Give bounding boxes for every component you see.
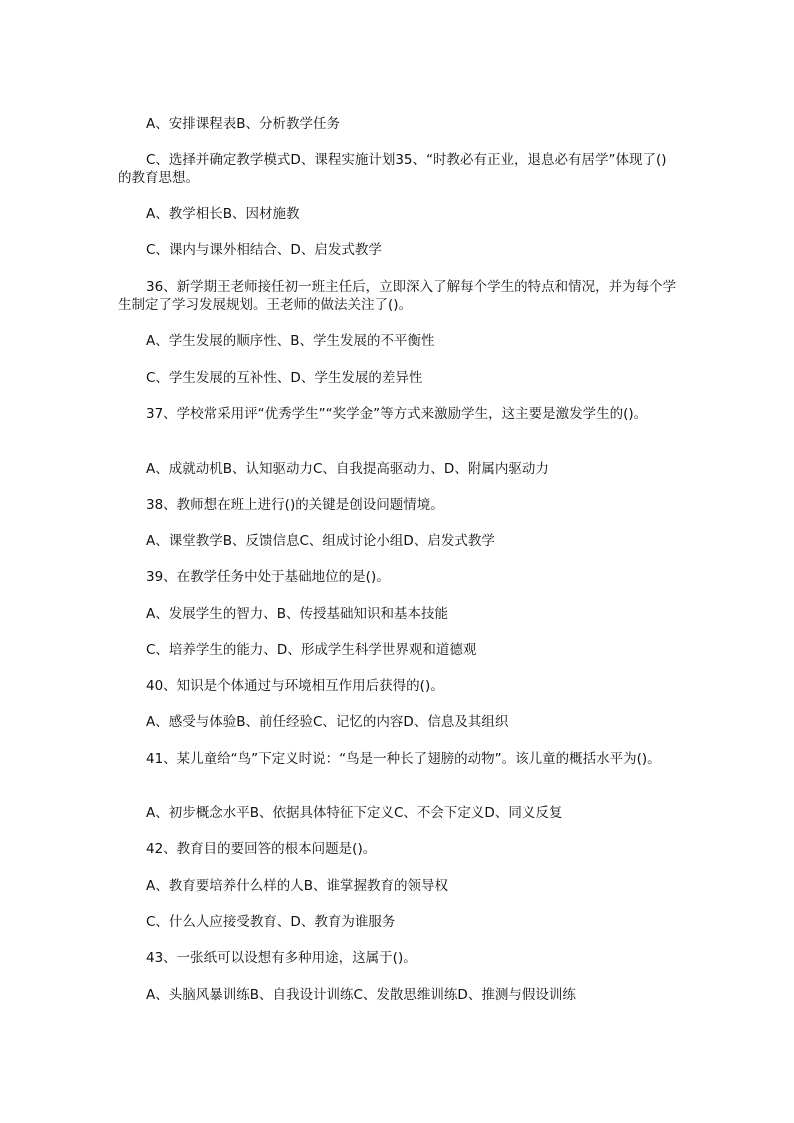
option-line: A、课堂教学B、反馈信息C、组成讨论小组D、启发式教学 (146, 533, 495, 549)
question-text: 40、知识是个体通过与环境相互作用后获得的()。 (146, 678, 444, 694)
question-text: 41、某儿童给“鸟”下定义时说：“鸟是一种长了翅膀的动物”。该儿童的概括水平为()。 (146, 751, 661, 767)
question-text: 38、教师想在班上进行()的关键是创设问题情境。 (146, 497, 444, 513)
option-line: C、培养学生的能力、D、形成学生科学世界观和道德观 (146, 642, 477, 658)
option-line: A、成就动机B、认知驱动力C、自我提高驱动力、D、附属内驱动力 (146, 461, 549, 477)
option-line: C、学生发展的互补性、D、学生发展的差异性 (146, 370, 423, 386)
question-text: 42、教育目的要回答的根本问题是()。 (146, 841, 377, 857)
question-text: 37、学校常采用评“优秀学生”“奖学金”等方式来激励学生，这主要是激发学生的()。 (146, 406, 648, 422)
option-line: C、课内与课外相结合、D、启发式教学 (146, 242, 382, 258)
option-line: A、感受与体验B、前任经验C、记忆的内容D、信息及其组织 (146, 714, 509, 730)
question-text: 36、新学期王老师接任初一班主任后，立即深入了解每个学生的特点和情况，并为每个学生制定了学习发展规划。王老师的做法关注了()。 (118, 279, 677, 313)
option-line: A、头脑风暴训练B、自我设计训练C、发散思维训练D、推测与假设训练 (146, 987, 576, 1003)
option-line: A、学生发展的顺序性、B、学生发展的不平衡性 (146, 333, 435, 349)
question-text: 43、一张纸可以设想有多种用途，这属于()。 (146, 950, 417, 966)
option-line: A、初步概念水平B、依据具体特征下定义C、不会下定义D、同义反复 (146, 805, 563, 821)
option-line: A、教学相长B、因材施教 (146, 206, 300, 222)
option-line: A、安排课程表B、分析教学任务 (146, 116, 340, 132)
option-line: C、选择并确定教学模式D、课程实施计划35、“时教必有正业，退息必有居学”体现了()的教育思想。 (118, 152, 667, 186)
option-line: A、发展学生的智力、B、传授基础知识和基本技能 (146, 606, 448, 622)
option-line: A、教育要培养什么样的人B、谁掌握教育的领导权 (146, 878, 448, 894)
option-line: C、什么人应接受教育、D、教育为谁服务 (146, 914, 396, 930)
question-text: 39、在教学任务中处于基础地位的是()。 (146, 569, 390, 585)
